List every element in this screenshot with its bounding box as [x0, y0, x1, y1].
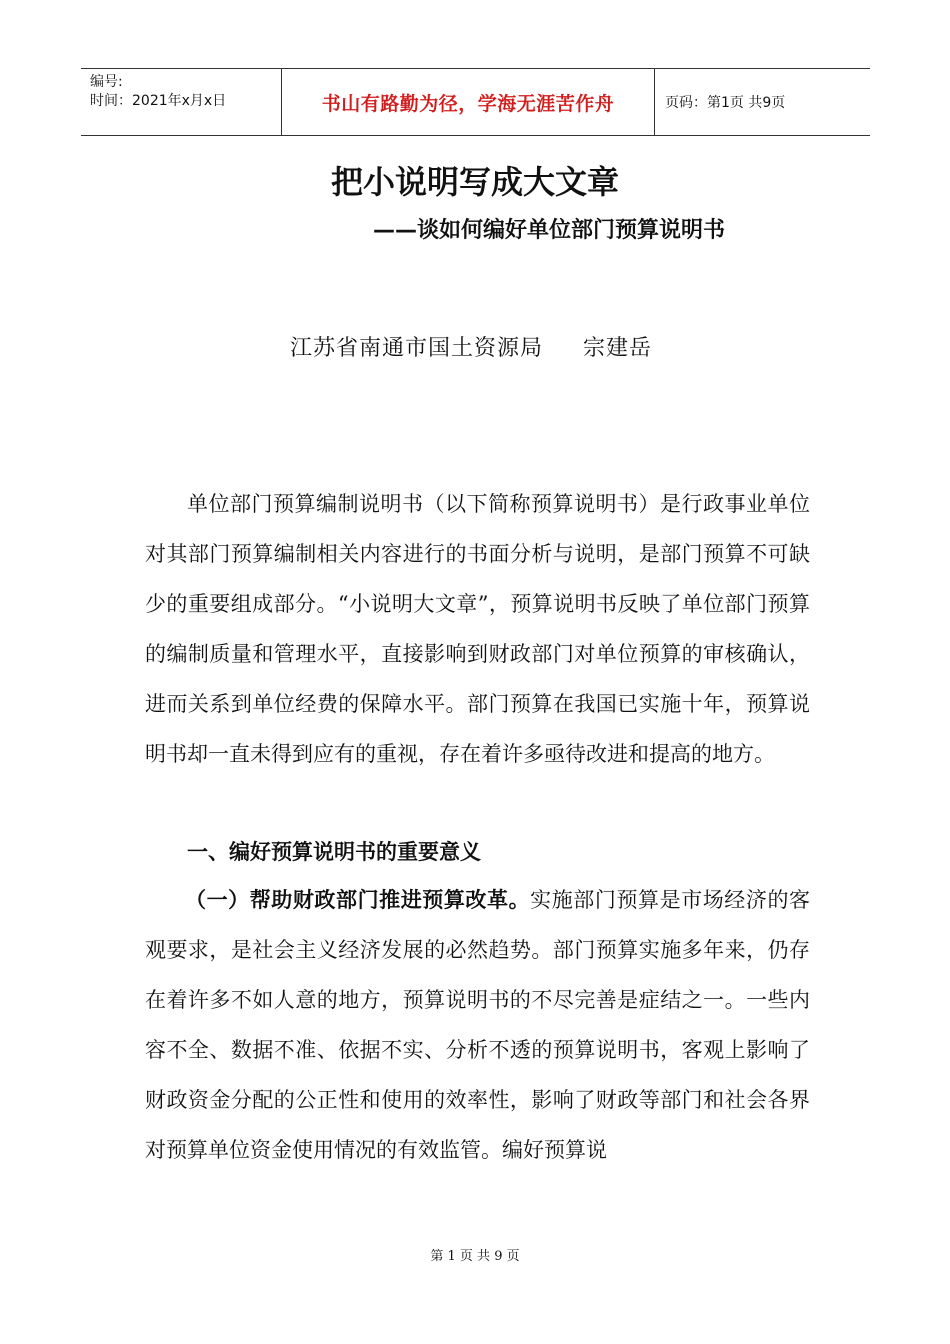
header-meta-cell — [81, 69, 282, 135]
section-heading-1: 一、编好预算说明书的重要意义 — [187, 840, 481, 864]
paragraph-intro: 单位部门预算编制说明书（以下简称预算说明书）是行政事业单位对其部门预算编制相关内容进行的书面分析与说明，是部门预算不可缺少的重要组成部分。“小说明大文章”，预算说明书反映了单位部门预算的编制质量和管理水平，直接影响到财政部门对单位预算的审核确认，进而关系到单位经费的保障水平。部门预算在我国已实施十年，预算说明书却一直未得到应有的重视，存在着许多亟待改进和提高的地方。 — [145, 492, 810, 766]
document-time-label: 时间：2021年x月x日 — [90, 93, 227, 109]
header-page-label: 页码：第1页 共9页 — [665, 95, 786, 111]
document-subtitle: ——谈如何编好单位部门预算说明书 — [373, 218, 726, 243]
document-title: 把小说明写成大文章 — [330, 163, 619, 201]
document-header — [81, 68, 870, 136]
header-page-cell — [655, 69, 870, 135]
paragraph-section1-1 — [145, 875, 810, 1175]
author-line: 江苏省南通市国土资源局 宗建岳 — [290, 336, 652, 361]
header-motto: 书山有路勤为径，学海无涯苦作舟 — [321, 92, 615, 115]
header-motto-cell — [282, 69, 655, 135]
paragraph-lead: （一）帮助财政部门推进预算改革。 — [185, 887, 531, 912]
page-footer: 第 1 页 共 9 页 — [430, 1249, 520, 1264]
document-number-label: 编号: — [90, 74, 123, 90]
paragraph-body: 实施部门预算是市场经济的客观要求，是社会主义经济发展的必然趋势。部门预算实施多年来，仍存在着许多不如人意的地方，预算说明书的不尽完善是症结之一。一些内容不全、数据不准、依据不实、分析不透的预算说明书，客观上影响了财政资金分配的公正性和使用的效率性，影响了财政等部门和社会各界对预算单位资金使用情况的有效监管。编好预算说 — [145, 888, 811, 1162]
